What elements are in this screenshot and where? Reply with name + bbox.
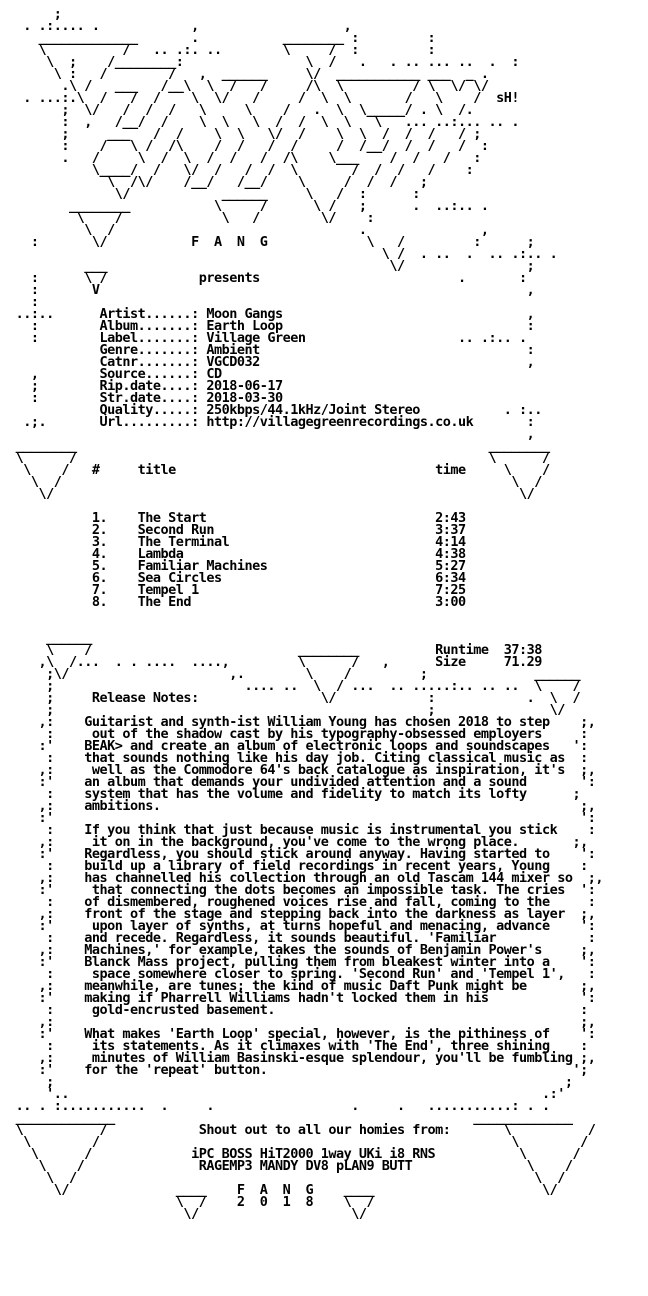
nfo-line: 4. Lambda 4:38: [8, 546, 466, 562]
nfo-line: : , /__/ / \ \ \ / / \ \ \ ... ..:... .. .: [8, 114, 520, 130]
nfo-line: ,: [8, 426, 535, 442]
nfo-line: \/ ____ F A N G ____ \/: [8, 1182, 558, 1198]
nfo-line: : build up a library of field recordings in recent years, Young :: [8, 858, 588, 874]
nfo-line: . / \ / \ / / / /\ \___ / / / :: [8, 150, 481, 166]
nfo-line: , Source......: CD: [8, 366, 222, 382]
nfo-line: : \/ F A N G \ / : ;: [8, 234, 535, 250]
nfo-line: ; \/ / / / \ \ / . \ \_____/ . \ /.: [8, 102, 474, 118]
nfo-line: \____/ / \/ / / / \ / / / / :: [8, 162, 474, 178]
nfo-line: : V ,: [8, 282, 535, 298]
nfo-line: ______: [8, 630, 92, 646]
nfo-line: ________ \ / \ / ; . ..:.. .: [8, 198, 489, 214]
nfo-line: \ / \ / \/ :: [8, 210, 375, 226]
nfo-line: ,: has channelled his collection through an old Tascam 144 mixer so ;,: [8, 870, 603, 886]
nfo-line: \ / ________ Runtime 37:38: [8, 642, 542, 658]
nfo-line: : Str.date....: 2018-03-30: [8, 390, 283, 406]
nfo-line: ; .... .. \ / ... .. .....:.. .. .. \ /: [8, 678, 581, 694]
nfo-line: ,: it on in the background, you've come to the wrong place. ;,: [8, 834, 588, 850]
nfo-line: \ / \ /: [8, 1170, 565, 1186]
nfo-line: : out of the shadow cast by his typography-obsessed employers :: [8, 726, 588, 742]
nfo-line: :' ':: [8, 810, 596, 826]
nfo-line: _____________ . ________ : :: [8, 30, 436, 46]
nfo-line: ,: Machines,' for example, takes the sounds of Benjamin Power's ;,: [8, 942, 596, 958]
nfo-line: .;. Url.........: http://villagegreenrecordings.co.uk :: [8, 414, 535, 430]
nfo-line: :' Regardless, you should stick around anyway. Having started to ':: [8, 846, 596, 862]
nfo-line: ,\ /... . . .... ...., \ / , Size 71.29: [8, 654, 542, 670]
nfo-line: :' Blanck Mass project, pulling them from bleakest winter into a ':: [8, 954, 596, 970]
nfo-line: '.. .:': [8, 1086, 565, 1102]
nfo-line: \ / . .. . .. .:.. .: [8, 246, 558, 262]
nfo-line: \/ ______ \ / : :: [8, 186, 420, 202]
nfo-line: : its statements. As it climaxes with 'The End', three shining :: [8, 1038, 588, 1054]
nfo-line: : gold-encrusted basement. :: [8, 1002, 588, 1018]
nfo-line: :' that connecting the dots becomes an impossible task. The cries ':: [8, 882, 596, 898]
nfo-line: \ : / / , ______ \/ ___________ ___ _ .: [8, 66, 489, 82]
nfo-line: ; Release Notes: \/ : . \ /: [8, 690, 581, 706]
nfo-line: : Album.......: Earth Loop :: [8, 318, 535, 334]
nfo-line: \ / # title time \ /: [8, 462, 550, 478]
nfo-line: \ ; /________: \ / . . .. ... .. . :: [8, 54, 520, 70]
nfo-line: 2. Second Run 3:37: [8, 522, 466, 538]
nfo-line: \ / \ /: [8, 450, 550, 466]
nfo-line: .. . :........... . . . . ...........: . .: [8, 1098, 550, 1114]
nfo-line: 8. The End 3:00: [8, 594, 466, 610]
nfo-line: \ / \ /: [8, 1134, 588, 1150]
nfo-line: :' What makes 'Earth Loop' special, however, is the pithiness of ':: [8, 1026, 596, 1042]
nfo-line: \ / .. .:. .. \ / : :: [8, 42, 436, 58]
nfo-text-block: [8, 8, 603, 1220]
nfo-line: \ / . ,: [8, 222, 489, 238]
nfo-line: ; ;: [8, 1074, 573, 1090]
nfo-line: :' upon layer of synths, at turns hopeful and menacing, advance ':: [8, 918, 596, 934]
nfo-line: :: [8, 294, 39, 310]
nfo-line: ;: [8, 6, 62, 22]
nfo-line: \ / iPC BOSS HiT2000 1way UKi i8 RNS \ /: [8, 1146, 581, 1162]
nfo-line: . .:.... . , ,: [8, 18, 352, 34]
nfo-line: . ...:.\ / / / \ \/ / / \ \ / \ / sH!: [8, 90, 520, 106]
nfo-line: :' BEAK> and create an album of electronic loops and soundscapes ':: [8, 738, 588, 754]
nfo-line: ; ; \/: [8, 702, 565, 718]
nfo-line: ,: ambitions. ;,: [8, 798, 596, 814]
nfo-line: : system that has the volume and fidelity to match its lofty ;: [8, 786, 581, 802]
nfo-line: : \ / presents . :: [8, 270, 527, 286]
nfo-line: \ /\/ /__/ /__/ \ / / / ;: [8, 174, 428, 190]
nfo-line: : of dismembered, roughened voices rise and fall, coming to the :: [8, 894, 596, 910]
nfo-line: 1. The Start 2:43: [8, 510, 466, 526]
nfo-line: ,: well as the Commodore 64's back catalogue as inspiration, it's ;,: [8, 762, 596, 778]
nfo-line: Genre.......: Ambient :: [8, 342, 535, 358]
nfo-line: Catnr.......: VGCD032 ,: [8, 354, 535, 370]
nfo-line: : that sounds nothing like his day job. Citing classical music as :: [8, 750, 588, 766]
nfo-line: 7. Tempel 1 7:25: [8, 582, 466, 598]
nfo-line: : space somewhere closer to spring. 'Second Run' and 'Tempel 1', :: [8, 966, 596, 982]
nfo-line: : If you think that just because music is instrumental you stick :: [8, 822, 596, 838]
nfo-line: : / \ / /\ / / / / / /__/ / / / :: [8, 138, 489, 154]
nfo-line: :' an album that demands your undivided attention and a sound ':: [8, 774, 596, 790]
nfo-line: ;\/ ,. \ / ; ______: [8, 666, 581, 682]
nfo-line: \/ \/: [8, 1206, 367, 1222]
nfo-line: 5. Familiar Machines 5:27: [8, 558, 466, 574]
nfo-line: \/ \/: [8, 486, 535, 502]
nfo-line: _____________ _____________: [8, 1110, 573, 1126]
nfo-line: ,: meanwhile, are tunes; the kind of music Daft Punk might be ;,: [8, 978, 596, 994]
nfo-line: Quality.....: 250kbps/44.1kHz/Joint Stereo . :..: [8, 402, 542, 418]
nfo-line: ,: minutes of William Basinski-esque splendour, you'll be fumbling ;,: [8, 1050, 596, 1066]
nfo-line: : Label.......: Village Green .. .:.. .: [8, 330, 527, 346]
nfo-line: 6. Sea Circles 6:34: [8, 570, 466, 586]
nfo-line: ; Rip.date....: 2018-06-17: [8, 378, 283, 394]
nfo-line: \ / \ /: [8, 474, 542, 490]
nfo-line: \ / Shout out to all our homies from: \ /: [8, 1122, 596, 1138]
nfo-line: :' making if Pharrell Williams hadn't locked them in his ':: [8, 990, 596, 1006]
nfo-line: ________ ________: [8, 438, 550, 454]
nfo-line: ,: ;,: [8, 1014, 596, 1030]
nfo-line: ___ \/ ;: [8, 258, 535, 274]
nfo-line: .\ / ___ /__\ \ / / /\ \ / \ \/ \/: [8, 78, 489, 94]
nfo-line: ; ___ / / \ \ \/ / \ \ / / / / ;: [8, 126, 481, 142]
nfo-line: \ / RAGEMP3 MANDY DV8 pLAN9 BUTT \ /: [8, 1158, 573, 1174]
nfo-line: :' for the 'repeat' button. ';: [8, 1062, 588, 1078]
nfo-line: \ / 2 0 1 8 \ /: [8, 1194, 375, 1210]
nfo-line: ..:.. Artist......: Moon Gangs ,: [8, 306, 535, 322]
nfo-line: : and recede. Regardless, it sounds beautiful. 'Familiar :: [8, 930, 596, 946]
nfo-line: ,: front of the stage and stepping back into the darkness as layer ;,: [8, 906, 596, 922]
nfo-line: ,: Guitarist and synth-ist William Young has chosen 2018 to step ;,: [8, 714, 596, 730]
nfo-line: 3. The Terminal 4:14: [8, 534, 466, 550]
